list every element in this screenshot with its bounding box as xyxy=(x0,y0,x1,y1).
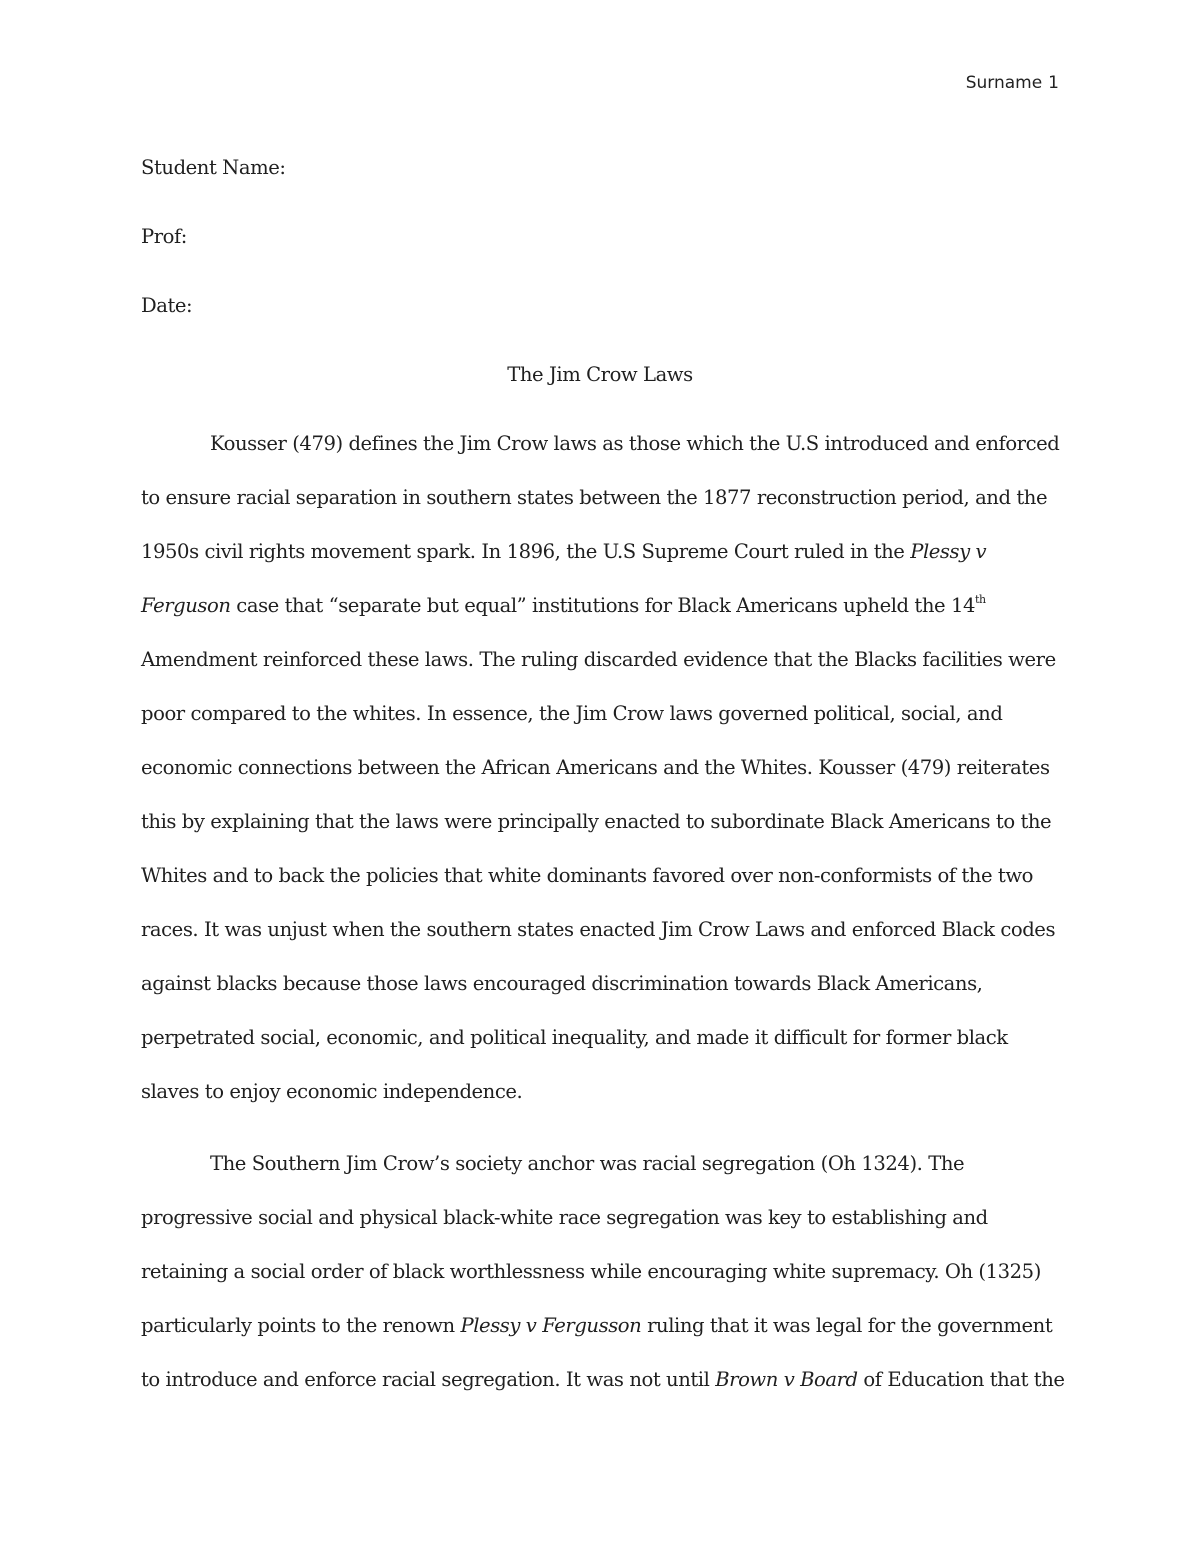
student-name-line: Student Name: xyxy=(141,156,286,179)
p1-line-3-text: 1950s civil rights movement spark. In 1896, the U.S Supreme Court ruled in the xyxy=(141,540,911,563)
p2-line-4-text-end: ruling that it was legal for the government xyxy=(641,1314,1053,1337)
case-name-italic: Brown v Board xyxy=(715,1368,858,1391)
case-name-italic: Plessy v Fergusson xyxy=(460,1314,642,1337)
p2-line-4-text: particularly points to the renown xyxy=(141,1314,461,1337)
p1-line-7: economic connections between the African Americans and the Whites. Kousser (479) reiterates xyxy=(141,756,1050,779)
p1-line-3 xyxy=(141,525,1059,579)
p2-line-5 xyxy=(141,1353,1065,1407)
p1-line-10: races. It was unjust when the southern states enacted Jim Crow Laws and enforced Black codes xyxy=(141,918,1056,941)
p2-line-4 xyxy=(141,1299,1059,1353)
p2-line-1: The Southern Jim Crow’s society anchor was racial segregation (Oh 1324). The xyxy=(210,1152,965,1175)
page-header xyxy=(966,73,1059,93)
p1-line-1: Kousser (479) defines the Jim Crow laws as those which the U.S introduced and enforced xyxy=(210,432,1060,455)
p2-line-5-text: to introduce and enforce racial segregation. It was not until xyxy=(141,1368,716,1391)
case-name-italic: Plessy v xyxy=(910,540,987,563)
p1-line-8: this by explaining that the laws were principally enacted to subordinate Black Americans to the xyxy=(141,810,1052,833)
ordinal-superscript: th xyxy=(974,593,986,606)
p1-line-11: against blacks because those laws encouraged discrimination towards Black Americans, xyxy=(141,972,983,995)
p1-line-9: Whites and to back the policies that white dominants favored over non-conformists of the two xyxy=(141,864,1033,887)
p1-line-6: poor compared to the whites. In essence, the Jim Crow laws governed political, social, and xyxy=(141,702,1003,725)
p2-line-5-text-end: of Education that the xyxy=(857,1368,1065,1391)
p1-line-13: slaves to enjoy economic independence. xyxy=(141,1080,523,1103)
essay-title: The Jim Crow Laws xyxy=(507,363,693,386)
p2-line-3: retaining a social order of black worthlessness while encouraging white supremacy. Oh (1325) xyxy=(141,1260,1041,1283)
document-body xyxy=(141,141,1065,1407)
p1-line-12: perpetrated social, economic, and political inequality, and made it difficult for former black xyxy=(141,1026,1008,1049)
header-surname: Surname xyxy=(965,73,1043,93)
p2-line-2: progressive social and physical black-white race segregation was key to establishing and xyxy=(141,1206,988,1229)
prof-line: Prof: xyxy=(141,225,187,248)
header-page-number: 1 xyxy=(1048,73,1059,93)
p1-line-4 xyxy=(141,579,1059,633)
p1-line-4-text: case that “separate but equal” institutions for Black Americans upheld the 14 xyxy=(230,594,975,617)
paragraph-1 xyxy=(141,417,1059,1119)
paragraph-2 xyxy=(141,1137,1065,1407)
p1-line-5: Amendment reinforced these laws. The ruling discarded evidence that the Blacks facilities were xyxy=(141,648,1056,671)
date-line: Date: xyxy=(141,294,193,317)
case-name-italic: Ferguson xyxy=(141,594,231,617)
p1-line-2: to ensure racial separation in southern states between the 1877 reconstruction period, and the xyxy=(141,486,1048,509)
